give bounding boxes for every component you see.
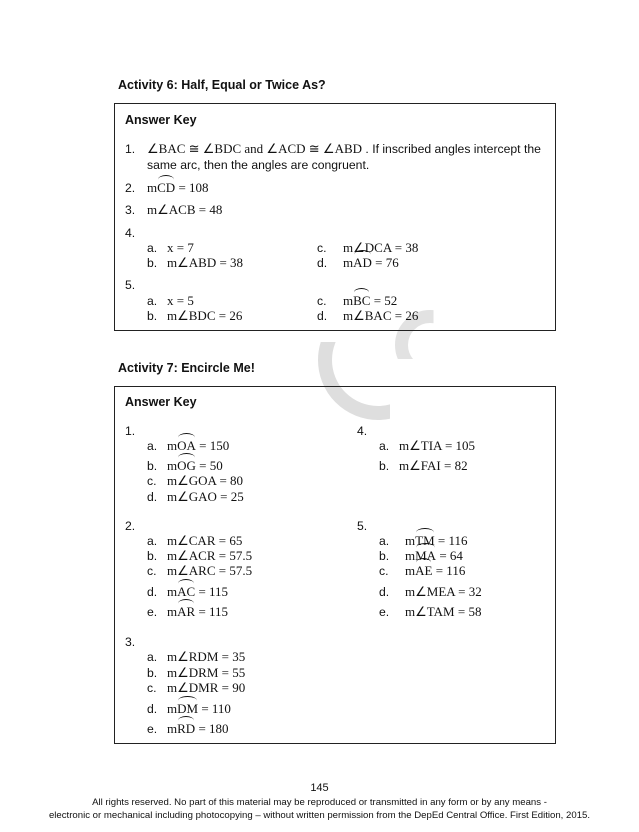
a7-g1-c: m∠GOA = 80	[167, 473, 244, 488]
a7-g3-d-letter: d.	[147, 702, 158, 716]
a6-q4-a: x = 7	[167, 240, 194, 255]
a6-q4-c: m∠DCA = 38	[343, 240, 419, 255]
a7-g3-b: m∠DRM = 55	[167, 665, 246, 680]
a7-g5-b-letter: b.	[379, 549, 390, 563]
a7-g5-c: mAE = 116	[405, 563, 466, 578]
a7-g3-e-letter: e.	[147, 722, 158, 736]
footer-line-1: All rights reserved. No part of this material may be reproduced or transmitted in any form or by any means -	[92, 797, 547, 808]
a6-q5-c-letter: c.	[317, 294, 327, 308]
a6-q3: m∠ACB = 48	[147, 202, 223, 217]
a6-q5-b: m∠BDC = 26	[167, 308, 243, 323]
a7-g2-e-arc: AR	[177, 604, 196, 619]
a6-q1-text2: same arc, then the angles are congruent.	[147, 158, 370, 172]
a7-g2-c: m∠ARC = 57.5	[167, 563, 253, 578]
a7-g2-e: mAR = 115	[167, 604, 229, 619]
a6-q2-num: 2.	[125, 181, 136, 195]
a7-g5-c-arc: AE	[415, 563, 433, 578]
a7-g2-d: mAC = 115	[167, 584, 229, 599]
activity6-title: Activity 6: Half, Equal or Twice As?	[118, 78, 326, 92]
a7-g1-a-letter: a.	[147, 439, 158, 453]
a7-g1-a-arc: OA	[177, 438, 196, 453]
a7-g3-e-arc: RD	[177, 721, 196, 736]
a7-g4-a: m∠TIA = 105	[399, 438, 476, 453]
a6-q5-d: m∠BAC = 26	[343, 308, 419, 323]
a7-g3-a: m∠RDM = 35	[167, 649, 246, 664]
a6-q3-num: 3.	[125, 203, 136, 217]
a7-g1-c-letter: c.	[147, 474, 157, 488]
a7-g2-e-letter: e.	[147, 605, 158, 619]
activity6-answer-box	[114, 103, 556, 331]
a7-g2-b-letter: b.	[147, 549, 158, 563]
a7-g4-b-letter: b.	[379, 459, 390, 473]
a7-g2-c-letter: c.	[147, 564, 157, 578]
activity7-answer-box	[114, 386, 556, 744]
a6-q4-d-letter: d.	[317, 256, 328, 270]
a6-q4-b-letter: b.	[147, 256, 158, 270]
a7-g3-d: mDM = 110	[167, 701, 231, 716]
a6-q4-d: mAD = 76	[343, 255, 399, 270]
a7-g3-c: m∠DMR = 90	[167, 680, 246, 695]
a6-q5-c-arc: BC	[353, 293, 371, 308]
a7-g5-d-letter: d.	[379, 585, 390, 599]
a7-g1-d-letter: d.	[147, 490, 158, 504]
a7-g3-c-letter: c.	[147, 681, 157, 695]
a7-g2-b: m∠ACR = 57.5	[167, 548, 253, 563]
a7-g2-a-letter: a.	[147, 534, 158, 548]
a7-g5-e: m∠TAM = 58	[405, 604, 482, 619]
a6-q4-c-letter: c.	[317, 241, 327, 255]
a6-q5-a-letter: a.	[147, 294, 158, 308]
a7-g5-e-letter: e.	[379, 605, 390, 619]
a7-g5-b-arc: MA	[415, 548, 437, 563]
a7-g1-num: 1.	[125, 424, 136, 438]
a6-q2: mCD = 108	[147, 180, 209, 195]
a7-g1-b-arc: OG	[177, 458, 196, 473]
a6-q4-b: m∠ABD = 38	[167, 255, 244, 270]
a7-g5-b: mMA = 64	[405, 548, 463, 563]
a7-g4-a-letter: a.	[379, 439, 390, 453]
a6-q4-a-letter: a.	[147, 241, 158, 255]
a7-g3-num: 3.	[125, 635, 136, 649]
activity6-key-label: Answer Key	[125, 113, 197, 127]
a6-q4-d-arc: AD	[353, 255, 372, 270]
a7-g5-a-letter: a.	[379, 534, 390, 548]
a6-q5-c: mBC = 52	[343, 293, 398, 308]
a6-q1-num: 1.	[125, 142, 136, 156]
a7-g3-b-letter: b.	[147, 666, 158, 680]
a7-g5-a: mTM = 116	[405, 533, 468, 548]
page-number: 145	[310, 782, 329, 794]
a6-q1	[147, 141, 541, 157]
a7-g5-c-letter: c.	[379, 564, 389, 578]
a7-g1-d: m∠GAO = 25	[167, 489, 244, 504]
a6-q2-arc: CD	[157, 180, 176, 195]
a6-q1-math: ∠BAC ≅ ∠BDC and ∠ACD ≅ ∠ABD	[147, 141, 363, 156]
a7-g5-num: 5.	[357, 519, 368, 533]
a7-g1-b: mOG = 50	[167, 458, 223, 473]
a7-g1-a: mOA = 150	[167, 438, 230, 453]
a7-g3-e: mRD = 180	[167, 721, 229, 736]
activity7-title: Activity 7: Encircle Me!	[118, 361, 255, 375]
a7-g2-d-arc: AC	[177, 584, 196, 599]
a7-g4-b: m∠FAI = 82	[399, 458, 468, 473]
a7-g5-d: m∠MEA = 32	[405, 584, 482, 599]
a7-g1-b-letter: b.	[147, 459, 158, 473]
a6-q5-d-letter: d.	[317, 309, 328, 323]
a6-q5-num: 5.	[125, 278, 136, 292]
a6-q5-b-letter: b.	[147, 309, 158, 323]
a6-q5-a: x = 5	[167, 293, 194, 308]
a7-g5-a-arc: TM	[415, 533, 435, 548]
a7-g2-d-letter: d.	[147, 585, 158, 599]
a6-q1-text: . If inscribed angles intercept the	[365, 142, 541, 156]
a7-g2-a: m∠CAR = 65	[167, 533, 243, 548]
a7-g2-num: 2.	[125, 519, 136, 533]
a7-g3-a-letter: a.	[147, 650, 158, 664]
a6-q4-num: 4.	[125, 226, 136, 240]
a7-g3-d-arc: DM	[177, 701, 199, 716]
a7-g4-num: 4.	[357, 424, 368, 438]
footer-line-2: electronic or mechanical including photocopying – without written permission from the DepEd Central Office. First Edition, 2015.	[48, 810, 591, 821]
activity7-key-label: Answer Key	[125, 395, 197, 409]
